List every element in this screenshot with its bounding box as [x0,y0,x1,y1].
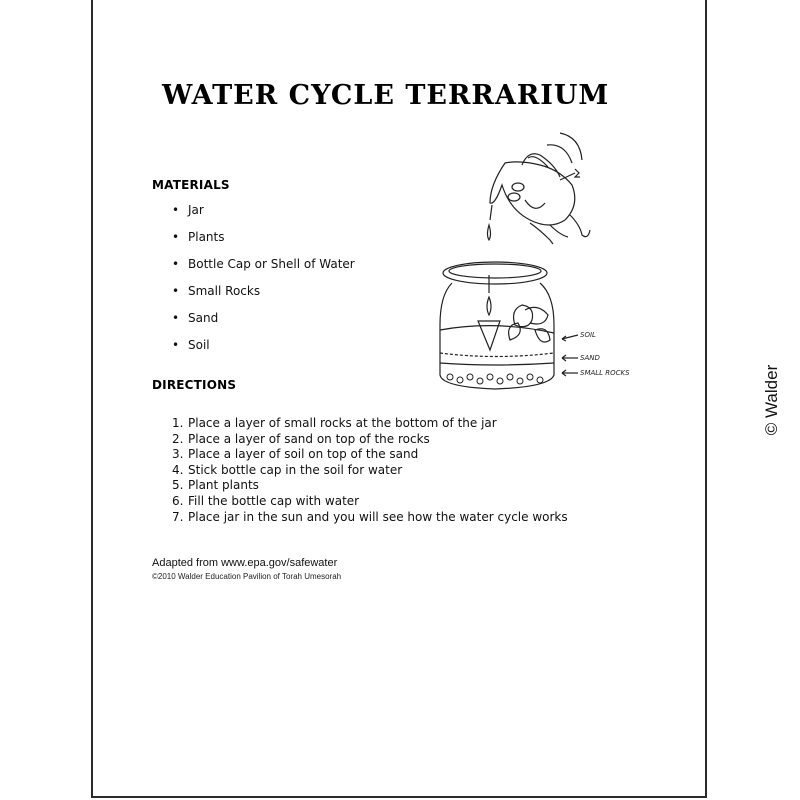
list-item: • Small Rocks [172,284,261,298]
materials-list [172,203,355,365]
bullet-icon: • [172,284,180,298]
list-item: • Bottle Cap or Shell of Water [172,257,355,271]
svg-text:SOIL: SOIL [580,331,596,339]
page-title: WATER CYCLE TERRARIUM [162,80,610,111]
jar-icon [440,262,554,389]
list-item: • Sand [172,311,219,325]
list-item: 7. Place jar in the sun and you will see how the water cycle works [172,509,568,524]
list-item: 2. Place a layer of sand on top of the rocks [172,431,430,446]
list-item: 1. Place a layer of small rocks at the bottom of the jar [172,416,497,430]
list-item: • Soil [172,338,210,352]
terrarium-illustration [410,125,650,395]
layer-labels [562,331,630,377]
copyright-credit: ©2010 Walder Education Pavilion of Torah Umesorah [152,572,342,581]
list-item: • Plants [172,230,225,244]
bullet-icon: • [172,338,180,352]
bullet-icon: • [172,230,180,244]
directions-list [172,416,568,525]
materials-heading: MATERIALS [152,178,230,192]
bullet-icon: • [172,257,180,271]
pitcher-icon [488,133,591,244]
svg-text:SMALL ROCKS: SMALL ROCKS [580,369,630,377]
bullet-icon: • [172,203,180,217]
list-item: 4. Stick bottle cap in the soil for water [172,462,403,477]
directions-heading: DIRECTIONS [152,378,237,392]
list-item: 5. Plant plants [172,478,259,493]
source-credit: Adapted from www.epa.gov/safewater [152,557,338,569]
watermark: © Walder [762,364,781,436]
svg-text:SAND: SAND [580,354,600,362]
list-item: 3. Place a layer of soil on top of the sand [172,447,419,462]
list-item: • Jar [172,203,204,217]
list-item: 6. Fill the bottle cap with water [172,493,360,508]
document-page [91,0,707,798]
bullet-icon: • [172,311,180,325]
